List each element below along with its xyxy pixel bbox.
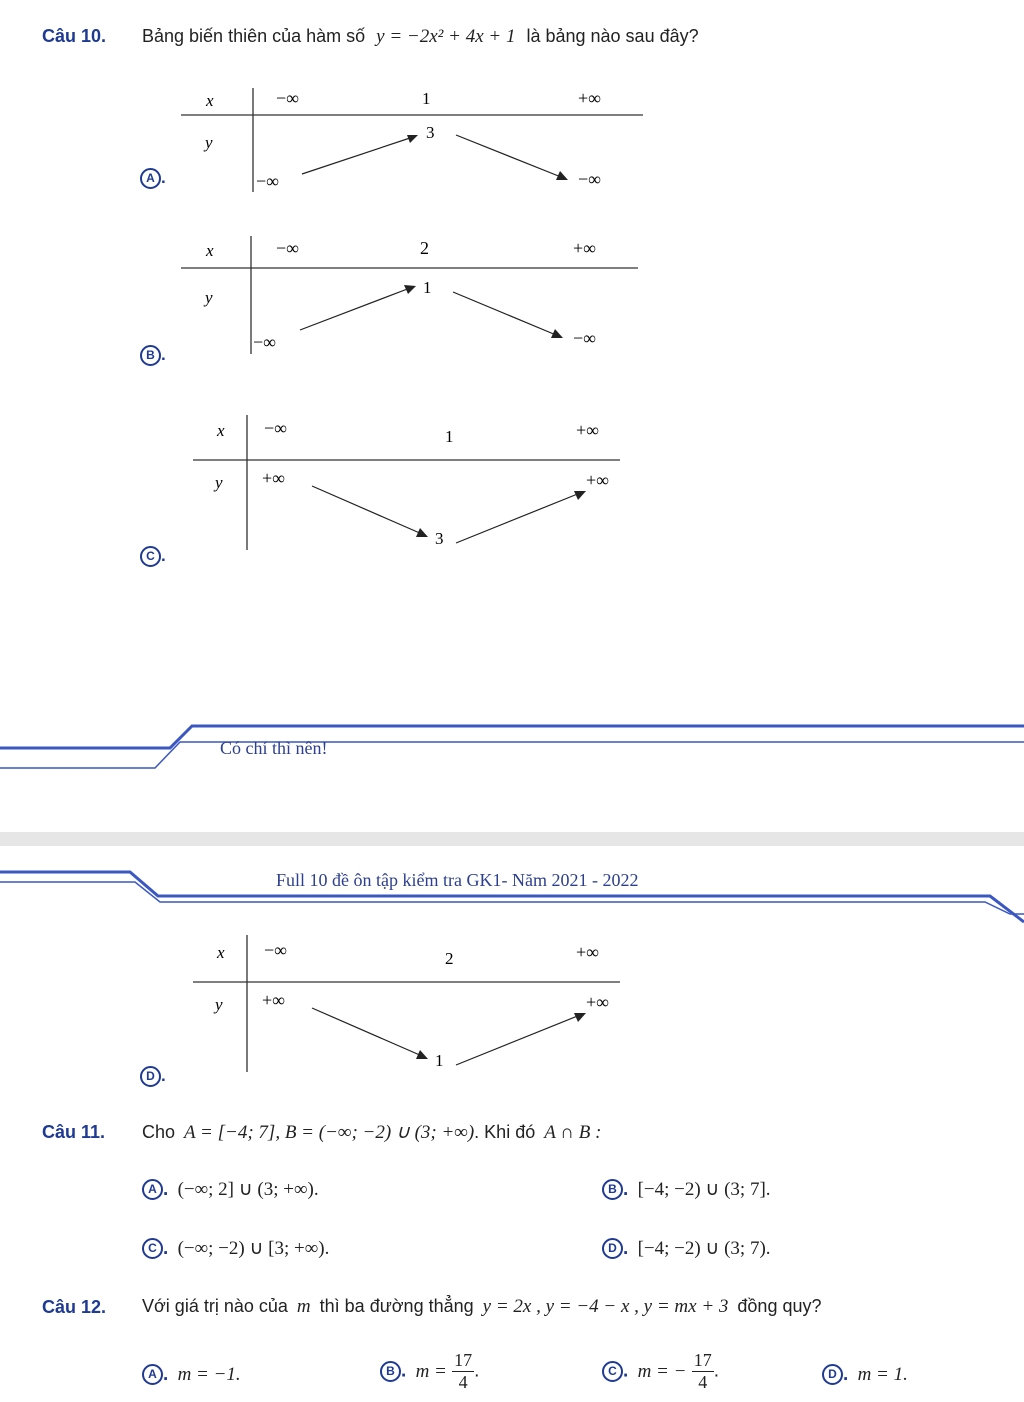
question-11-khi: . Khi đó — [474, 1122, 536, 1142]
question-10-intro: Bảng biến thiên của hàm số — [142, 26, 366, 46]
question-11-cho: Cho — [142, 1122, 176, 1142]
y-mid: 1 — [423, 278, 432, 297]
y-var: y — [205, 288, 213, 307]
x-left: −∞ — [276, 238, 299, 258]
q12-option-a[interactable]: A . m = −1. — [142, 1364, 241, 1386]
q11-option-d[interactable]: D . [−4; −2) ∪ (3; 7). — [602, 1237, 771, 1260]
q12-b-numerator: 17 — [454, 1350, 473, 1370]
q11-d-circle-icon: D — [602, 1238, 623, 1259]
q12-option-d[interactable]: D . m = 1. — [822, 1364, 908, 1386]
q12-b-suffix: . — [474, 1360, 480, 1382]
x-left: −∞ — [264, 940, 287, 960]
q12-c-denominator: 4 — [698, 1372, 708, 1392]
x-right: +∞ — [578, 88, 601, 108]
y-right: −∞ — [573, 328, 596, 348]
q11-option-b[interactable]: B . [−4; −2) ∪ (3; 7]. — [602, 1178, 771, 1201]
q11-b-circle-icon: B — [602, 1179, 623, 1200]
q12-d-circle-icon: D — [822, 1364, 843, 1385]
q12-c-suffix: . — [713, 1360, 719, 1382]
x-right: +∞ — [576, 942, 599, 962]
y-var: y — [205, 133, 213, 152]
question-10-text — [142, 26, 699, 48]
question-11-formula: A = [−4; 7], B = (−∞; −2) ∪ (3; +∞) — [184, 1122, 475, 1143]
q12-b-denominator: 4 — [458, 1372, 468, 1392]
x-var: x — [217, 421, 225, 440]
y-left: +∞ — [262, 990, 285, 1010]
arrow-up — [302, 137, 413, 174]
option-a-label[interactable]: A . — [140, 168, 166, 189]
q11-option-a[interactable]: A . (−∞; 2] ∪ (3; +∞). — [142, 1178, 319, 1201]
q12-d-value: m = 1. — [857, 1364, 908, 1385]
x-mid: 1 — [445, 427, 454, 446]
option-b-circle-icon: B — [140, 345, 161, 366]
question-12-intro: Với giá trị nào của — [142, 1296, 288, 1316]
question-12-var-m: m — [296, 1296, 311, 1317]
question-11-text — [142, 1121, 601, 1144]
page-break — [0, 832, 1024, 846]
q12-c-prefix: m = − — [637, 1360, 687, 1382]
q12-c-circle-icon: C — [602, 1361, 623, 1382]
x-right: +∞ — [576, 420, 599, 440]
y-right: +∞ — [586, 992, 609, 1012]
question-12-mid: thì ba đường thẳng — [319, 1296, 474, 1316]
page-footer-band — [0, 720, 1024, 780]
header-title: Full 10 đề ôn tập kiểm tra GK1- Năm 2021 - 2022 — [276, 870, 639, 890]
x-left: −∞ — [264, 418, 287, 438]
x-mid: 1 — [422, 89, 431, 108]
x-var: x — [206, 91, 214, 110]
y-var: y — [215, 473, 223, 492]
option-a-circle-icon: A — [140, 168, 161, 189]
q11-c-value: (−∞; −2) ∪ [3; +∞). — [177, 1238, 330, 1259]
question-10-number: Câu 10. — [42, 26, 107, 46]
arrow-down — [456, 135, 561, 177]
y-mid: 3 — [435, 529, 444, 548]
q12-c-fraction — [692, 1350, 714, 1393]
y-mid: 3 — [426, 123, 435, 142]
q12-c-numerator: 17 — [693, 1350, 712, 1370]
y-left: −∞ — [253, 332, 276, 352]
y-left: −∞ — [256, 171, 279, 191]
variation-table-a — [178, 80, 648, 200]
q12-b-circle-icon: B — [380, 1361, 401, 1382]
q12-b-fraction — [452, 1350, 474, 1393]
option-b-label[interactable]: B . — [140, 345, 166, 366]
q11-a-circle-icon: A — [142, 1179, 163, 1200]
question-10-ending: là bảng nào sau đây? — [526, 26, 699, 46]
x-mid: 2 — [420, 238, 429, 258]
q12-a-value: m = −1. — [177, 1364, 241, 1385]
question-12-formula: y = 2x , y = −4 − x , y = mx + 3 — [482, 1296, 729, 1317]
question-12-text — [142, 1296, 821, 1318]
y-right: +∞ — [586, 470, 609, 490]
x-left: −∞ — [276, 88, 299, 108]
question-11-formula2: A ∩ B : — [544, 1122, 602, 1143]
q12-option-c[interactable]: C . m = − $\frac{17}{4}$ . — [602, 1350, 719, 1393]
q11-b-value: [−4; −2) ∪ (3; 7]. — [637, 1179, 771, 1200]
question-12-ending: đồng quy? — [737, 1296, 822, 1316]
q11-d-value: [−4; −2) ∪ (3; 7). — [637, 1238, 771, 1259]
y-left: +∞ — [262, 468, 285, 488]
y-right: −∞ — [578, 169, 601, 189]
q11-a-value: (−∞; 2] ∪ (3; +∞). — [177, 1179, 319, 1200]
option-c-label[interactable]: C . — [140, 546, 166, 567]
q12-option-b[interactable]: B . m = $\frac{17}{4}$ . — [380, 1350, 479, 1393]
q12-a-circle-icon: A — [142, 1364, 163, 1385]
option-d-circle-icon: D — [140, 1066, 161, 1087]
q11-c-circle-icon: C — [142, 1238, 163, 1259]
x-var: x — [206, 241, 214, 260]
question-11-number: Câu 11. — [42, 1122, 106, 1142]
option-d-label[interactable]: D . — [140, 1066, 166, 1087]
x-var: x — [217, 943, 225, 962]
question-10-formula: y = −2x² + 4x + 1 — [376, 26, 516, 47]
variation-table-c — [190, 410, 640, 560]
x-mid: 2 — [445, 949, 454, 968]
variation-table-b — [178, 230, 648, 360]
variation-table-d — [190, 930, 640, 1080]
footer-motto: Có chí thì nên! — [220, 738, 328, 758]
q11-option-c[interactable]: C . (−∞; −2) ∪ [3; +∞). — [142, 1237, 329, 1260]
question-12-number: Câu 12. — [42, 1297, 107, 1317]
y-right-x: +∞ — [573, 238, 596, 258]
y-var: y — [215, 995, 223, 1014]
q12-b-prefix: m = — [415, 1360, 447, 1382]
y-mid: 1 — [435, 1051, 444, 1070]
option-c-circle-icon: C — [140, 546, 161, 567]
